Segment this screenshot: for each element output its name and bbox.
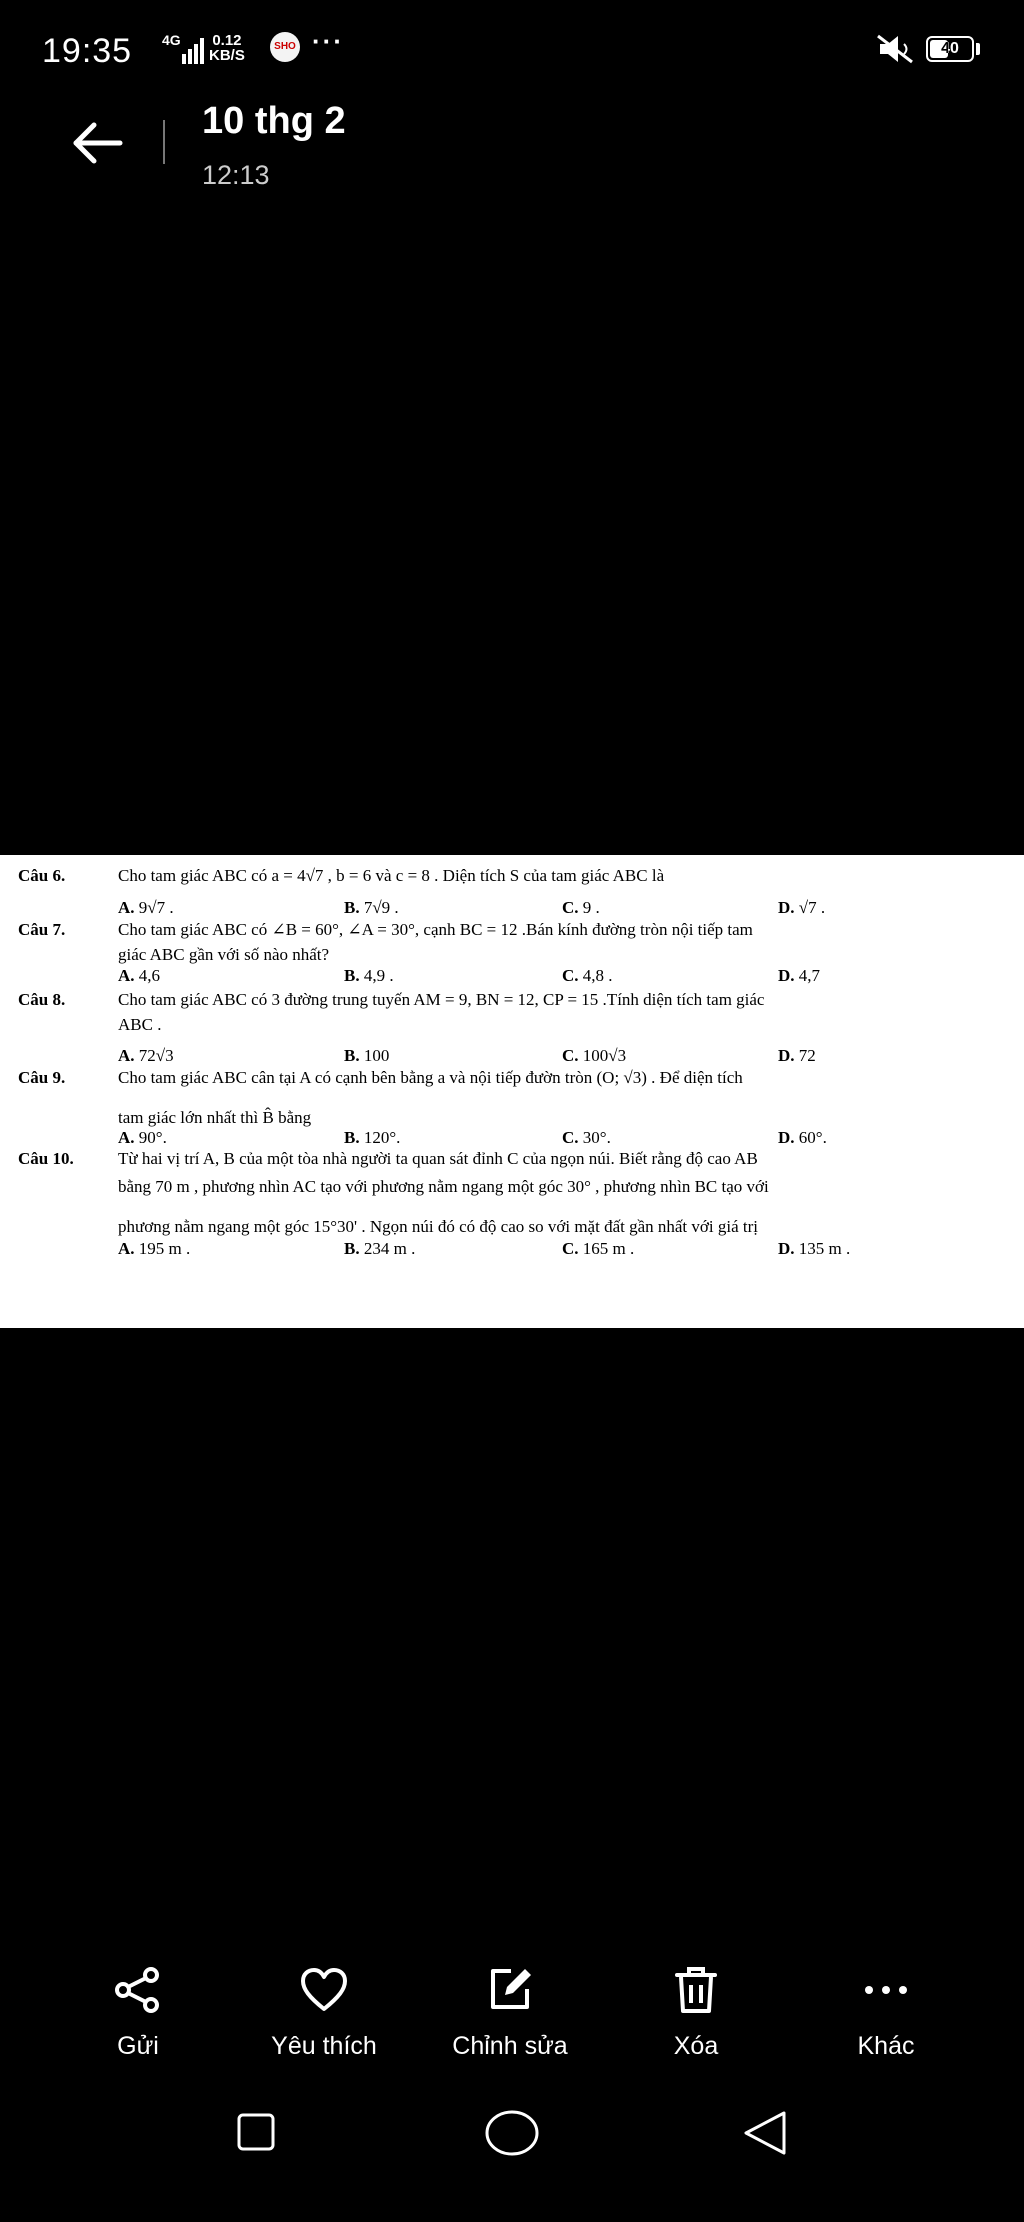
photo-time: 12:13: [202, 160, 270, 190]
option-b: B. 234 m .: [344, 1239, 416, 1258]
more-icon: [861, 1980, 911, 2000]
share-button[interactable]: [58, 1960, 218, 2061]
trash-icon: [673, 1965, 719, 2015]
header-divider: [163, 120, 165, 164]
option-d: D. 72: [778, 1046, 816, 1065]
more-button[interactable]: [806, 1960, 966, 2061]
option-b: B. 120°.: [344, 1128, 401, 1147]
option-b: B. 4,9 .: [344, 966, 394, 985]
network-speed: [209, 33, 245, 63]
system-navigation-bar: [0, 2110, 1024, 2200]
edit-label: Chỉnh sửa: [452, 2032, 568, 2060]
share-label: Gửi: [117, 2032, 159, 2060]
question-text: Từ hai vị trí A, B của một tòa nhà người ta quan sát đỉnh C của ngọn núi. Biết rằng độ cao AB: [118, 1149, 758, 1168]
recents-button[interactable]: [236, 2112, 276, 2157]
action-bar: [0, 1960, 1024, 2070]
battery-level: 40: [941, 40, 959, 57]
option-c: C. 9 .: [562, 898, 600, 917]
favorite-button[interactable]: [244, 1960, 404, 2061]
option-b: B. 7√9 .: [344, 898, 399, 917]
question-number: Câu 6.: [18, 866, 66, 885]
circle-icon: [484, 2110, 540, 2156]
question-text: Cho tam giác ABC cân tại A có cạnh bên bằng a và nội tiếp đườn tròn (O; √3) . Để diện tích: [118, 1068, 743, 1087]
question-number: Câu 7.: [18, 920, 66, 939]
option-a: A. 195 m .: [118, 1239, 191, 1258]
option-d: D. 60°.: [778, 1128, 827, 1147]
back-arrow-icon: [70, 118, 126, 168]
option-c: C. 100√3: [562, 1046, 627, 1065]
share-icon: [113, 1965, 163, 2015]
option-c: C. 30°.: [562, 1128, 611, 1147]
option-d: D. 135 m .: [778, 1239, 851, 1258]
network-type: 4G: [162, 32, 181, 48]
option-c: C. 165 m .: [562, 1239, 635, 1258]
more-label: Khác: [857, 2032, 915, 2060]
status-time: 19:35: [42, 32, 133, 70]
mute-icon: [876, 34, 916, 64]
signal-icon: [182, 38, 206, 64]
edit-icon: [485, 1965, 535, 2015]
delete-label: Xóa: [673, 2032, 719, 2060]
option-b: B. 100: [344, 1046, 390, 1065]
option-a: A. 72√3: [118, 1046, 174, 1065]
option-c: C. 4,8 .: [562, 966, 613, 985]
home-button[interactable]: [484, 2110, 540, 2161]
question-number: Câu 10.: [18, 1149, 74, 1168]
more-notifications-icon: ···: [312, 26, 344, 56]
question-text-line2: bằng 70 m , phương nhìn AC tạo với phương nằm ngang một góc 30° , phương nhìn BC tạo với: [118, 1177, 769, 1196]
question-text-line2: tam giác lớn nhất thì B̂ bằng: [118, 1108, 312, 1127]
speed-unit: KB/S: [209, 47, 245, 64]
edit-button[interactable]: [430, 1960, 590, 2061]
question-text-line2: giác ABC gần với số nào nhất?: [118, 945, 330, 964]
question-text: Cho tam giác ABC có a = 4√7 , b = 6 và c = 8 . Diện tích S của tam giác ABC là: [118, 866, 665, 885]
square-icon: [236, 2112, 276, 2152]
option-a: A. 4,6: [118, 966, 161, 985]
photo-content[interactable]: [0, 855, 1024, 1328]
delete-button[interactable]: [616, 1960, 776, 2061]
option-d: D. √7 .: [778, 898, 826, 917]
question-number: Câu 9.: [18, 1068, 66, 1087]
option-a: A. 9√7 .: [118, 898, 174, 917]
question-text-line3: phương nằm ngang một góc 15°30' . Ngọn núi đó có độ cao so với mặt đất gần nhất với giá trị: [118, 1217, 758, 1236]
app-notification-icon: SHO: [270, 32, 300, 62]
status-bar: [0, 0, 1024, 100]
heart-icon: [299, 1967, 349, 2013]
question-text: Cho tam giác ABC có ∠B = 60°, ∠A = 30°, cạnh BC = 12 .Bán kính đường tròn nội tiếp tam: [118, 920, 753, 939]
page-title: 10 thg 2: [202, 100, 346, 142]
option-d: D. 4,7: [778, 966, 821, 985]
back-nav-button[interactable]: [742, 2110, 788, 2161]
battery-cap: [976, 43, 980, 55]
battery-icon: [926, 36, 974, 62]
question-text-line2: ABC .: [118, 1015, 162, 1034]
speed-value: 0.12: [212, 32, 242, 49]
favorite-label: Yêu thích: [271, 2032, 377, 2060]
question-text: Cho tam giác ABC có 3 đường trung tuyến AM = 9, BN = 12, CP = 15 .Tính diện tích tam giác: [118, 990, 765, 1009]
back-button[interactable]: [70, 118, 130, 168]
triangle-back-icon: [742, 2110, 788, 2156]
question-number: Câu 8.: [18, 990, 66, 1009]
option-a: A. 90°.: [118, 1128, 167, 1147]
